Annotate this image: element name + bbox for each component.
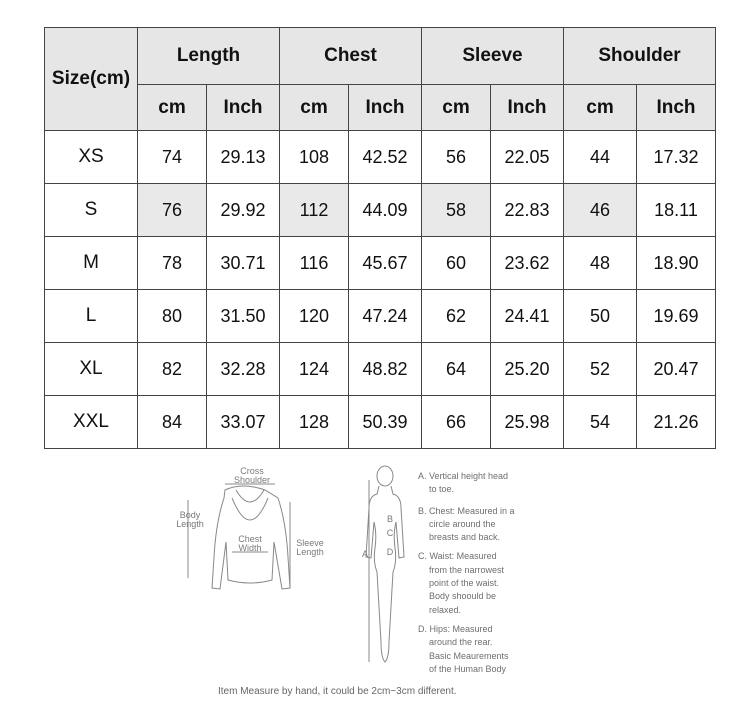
measure-cell: 80 (138, 290, 207, 343)
unit-header: cm (422, 85, 491, 131)
size-cell: XL (45, 343, 138, 396)
body-outline (366, 486, 404, 662)
measure-cell: 44 (564, 131, 637, 184)
measure-cell: 108 (280, 131, 349, 184)
measure-cell: 54 (564, 396, 637, 449)
length-group-header: Length (138, 28, 280, 85)
garment-measure-diagram (170, 462, 340, 602)
measure-cell: 116 (280, 237, 349, 290)
measure-cell: 48.82 (349, 343, 422, 396)
note-b: B. Chest: Measured in a circle around the breasts and back. (418, 505, 515, 543)
measure-cell: 82 (138, 343, 207, 396)
body-measure-diagram (355, 462, 415, 672)
size-cell: M (45, 237, 138, 290)
measure-cell: 18.90 (637, 237, 716, 290)
table-row (45, 131, 716, 184)
measure-cell: 31.50 (207, 290, 280, 343)
chest-group-header: Chest (280, 28, 422, 85)
measure-disclaimer: Item Measure by hand, it could be 2cm~3cm different. (218, 686, 457, 697)
body-measure-notes (418, 471, 528, 677)
size-cell: S (45, 184, 138, 237)
measure-cell: 22.05 (491, 131, 564, 184)
measure-cell: 46 (564, 184, 637, 237)
sweater-neckline (236, 490, 264, 502)
measure-cell: 22.83 (491, 184, 564, 237)
measure-cell: 17.32 (637, 131, 716, 184)
marker-a: A (361, 549, 369, 559)
size-cell: XS (45, 131, 138, 184)
measure-cell: 20.47 (637, 343, 716, 396)
measure-cell: 42.52 (349, 131, 422, 184)
measure-cell: 45.67 (349, 237, 422, 290)
table-row (45, 237, 716, 290)
unit-header: Inch (637, 85, 716, 131)
note-a: A. Vertical height head to toe. (418, 471, 509, 495)
group-header-row (45, 28, 716, 85)
marker-d: D (386, 547, 394, 557)
measure-cell: 30.71 (207, 237, 280, 290)
measure-cell: 48 (564, 237, 637, 290)
size-cell: XXL (45, 396, 138, 449)
unit-header: cm (564, 85, 637, 131)
measure-cell: 76 (138, 184, 207, 237)
measure-cell: 44.09 (349, 184, 422, 237)
measure-cell: 50.39 (349, 396, 422, 449)
measure-cell: 21.26 (637, 396, 716, 449)
unit-header: Inch (491, 85, 564, 131)
chest-width-label: Chest Width (238, 534, 262, 553)
table-row (45, 184, 716, 237)
measure-cell: 47.24 (349, 290, 422, 343)
measure-cell: 29.13 (207, 131, 280, 184)
table-row (45, 290, 716, 343)
size-chart-table (44, 27, 716, 449)
cross-shoulder-label: Cross Shoulder (233, 466, 271, 485)
measure-cell: 33.07 (207, 396, 280, 449)
measure-cell: 64 (422, 343, 491, 396)
size-column-header: Size(cm) (45, 28, 138, 131)
head-shape (377, 466, 393, 486)
size-cell: L (45, 290, 138, 343)
marker-c: C (386, 528, 394, 538)
measure-cell: 52 (564, 343, 637, 396)
measure-cell: 60 (422, 237, 491, 290)
measure-cell: 23.62 (491, 237, 564, 290)
measure-cell: 124 (280, 343, 349, 396)
measure-cell: 56 (422, 131, 491, 184)
unit-header: Inch (349, 85, 422, 131)
marker-b: B (386, 514, 394, 524)
measure-cell: 18.11 (637, 184, 716, 237)
note-d: D. Hips: Measured around the rear. Basic Meaurements of the Human Body (418, 623, 509, 674)
sleeve-group-header: Sleeve (422, 28, 564, 85)
measure-cell: 19.69 (637, 290, 716, 343)
measure-cell: 128 (280, 396, 349, 449)
sleeve-length-label: Sleeve Length (296, 538, 324, 557)
measure-cell: 24.41 (491, 290, 564, 343)
measure-cell: 74 (138, 131, 207, 184)
measure-cell: 25.20 (491, 343, 564, 396)
unit-header: cm (138, 85, 207, 131)
unit-header: Inch (207, 85, 280, 131)
unit-header: cm (280, 85, 349, 131)
table-row (45, 343, 716, 396)
measure-cell: 25.98 (491, 396, 564, 449)
measure-cell: 112 (280, 184, 349, 237)
measure-cell: 62 (422, 290, 491, 343)
measure-cell: 58 (422, 184, 491, 237)
measure-cell: 66 (422, 396, 491, 449)
measure-cell: 32.28 (207, 343, 280, 396)
measure-cell: 84 (138, 396, 207, 449)
shoulder-group-header: Shoulder (564, 28, 716, 85)
note-c: C. Waist: Measured from the narrowest point of the waist. Body shoould be relaxed. (418, 551, 505, 615)
table-row (45, 396, 716, 449)
measure-cell: 78 (138, 237, 207, 290)
unit-header-row (45, 85, 716, 131)
body-length-label: Body Length (176, 510, 204, 529)
measure-cell: 50 (564, 290, 637, 343)
measure-cell: 120 (280, 290, 349, 343)
measure-cell: 29.92 (207, 184, 280, 237)
